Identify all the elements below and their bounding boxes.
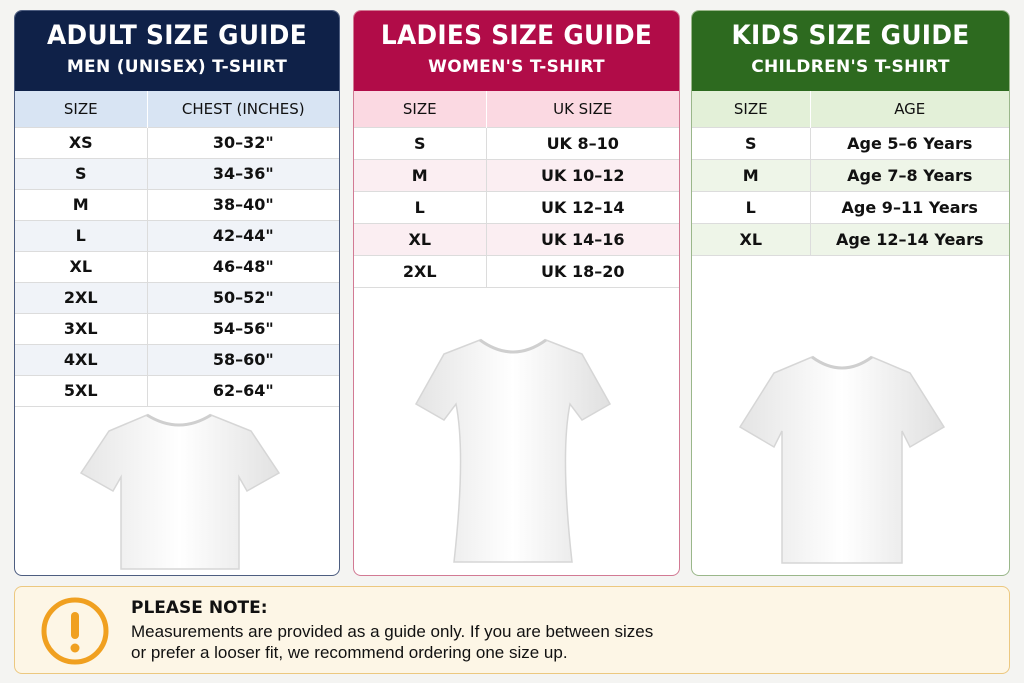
table-row xyxy=(692,127,1009,159)
size-cell: S xyxy=(15,158,147,189)
size-cell: S xyxy=(354,127,486,159)
chest-cell: 38–40" xyxy=(147,189,339,220)
adult-size-card xyxy=(14,10,340,576)
age-cell: Age 9–11 Years xyxy=(810,191,1009,223)
womens-tshirt-image xyxy=(410,334,616,566)
column-header-size: SIZE xyxy=(15,91,147,127)
table-row xyxy=(15,313,339,344)
size-cell: L xyxy=(354,191,486,223)
table-row xyxy=(354,127,679,159)
table-row xyxy=(15,282,339,313)
note-line-2: or prefer a looser fit, we recommend ordering one size up. xyxy=(131,643,568,662)
table-row xyxy=(354,223,679,255)
kids-title: KIDS SIZE GUIDE xyxy=(731,20,970,51)
table-row xyxy=(15,220,339,251)
kids-size-card xyxy=(691,10,1010,576)
table-row xyxy=(692,223,1009,255)
age-cell: Age 5–6 Years xyxy=(810,127,1009,159)
table-row xyxy=(15,375,339,406)
size-cell: 4XL xyxy=(15,344,147,375)
chest-cell: 30–32" xyxy=(147,127,339,158)
adult-size-table xyxy=(15,91,339,407)
column-header-uk-size: UK SIZE xyxy=(486,91,679,127)
table-row xyxy=(354,191,679,223)
ladies-title: LADIES SIZE GUIDE xyxy=(380,20,653,51)
size-cell: M xyxy=(692,159,810,191)
table-row xyxy=(15,158,339,189)
uk-size-cell: UK 14–16 xyxy=(486,223,679,255)
table-row xyxy=(354,159,679,191)
size-cell: XL xyxy=(692,223,810,255)
table-row xyxy=(692,159,1009,191)
table-row xyxy=(15,344,339,375)
age-cell: Age 7–8 Years xyxy=(810,159,1009,191)
table-row xyxy=(15,251,339,282)
please-note-banner xyxy=(14,586,1010,674)
size-cell: M xyxy=(15,189,147,220)
chest-cell: 46–48" xyxy=(147,251,339,282)
table-row xyxy=(354,255,679,287)
uk-size-cell: UK 8–10 xyxy=(486,127,679,159)
age-cell: Age 12–14 Years xyxy=(810,223,1009,255)
adult-subtitle: MEN (UNISEX) T-SHIRT xyxy=(66,57,288,77)
chest-cell: 58–60" xyxy=(147,344,339,375)
kids-tshirt-image xyxy=(736,349,948,567)
column-header-age: AGE xyxy=(810,91,1009,127)
chest-cell: 34–36" xyxy=(147,158,339,189)
uk-size-cell: UK 10–12 xyxy=(486,159,679,191)
size-cell: XS xyxy=(15,127,147,158)
column-header-size: SIZE xyxy=(354,91,486,127)
kids-subtitle: CHILDREN'S T-SHIRT xyxy=(751,57,950,77)
note-heading: PLEASE NOTE: xyxy=(131,598,268,618)
column-header-chest: CHEST (INCHES) xyxy=(147,91,339,127)
size-cell: 2XL xyxy=(15,282,147,313)
size-cell: L xyxy=(692,191,810,223)
table-row xyxy=(692,191,1009,223)
kids-header xyxy=(692,11,1009,91)
table-row xyxy=(15,189,339,220)
ladies-size-card xyxy=(353,10,680,576)
chest-cell: 42–44" xyxy=(147,220,339,251)
uk-size-cell: UK 18–20 xyxy=(486,255,679,287)
ladies-size-table xyxy=(354,91,679,288)
table-header-row xyxy=(354,91,679,127)
size-cell: 3XL xyxy=(15,313,147,344)
size-cell: 5XL xyxy=(15,375,147,406)
size-cell: L xyxy=(15,220,147,251)
size-cell: 2XL xyxy=(354,255,486,287)
table-header-row xyxy=(692,91,1009,127)
unisex-tshirt-image xyxy=(75,411,285,573)
uk-size-cell: UK 12–14 xyxy=(486,191,679,223)
adult-title: ADULT SIZE GUIDE xyxy=(47,20,307,51)
chest-cell: 54–56" xyxy=(147,313,339,344)
ladies-header xyxy=(354,11,679,91)
adult-header xyxy=(15,11,339,91)
note-line-1: Measurements are provided as a guide only. If you are between sizes xyxy=(131,622,654,641)
table-header-row xyxy=(15,91,339,127)
column-header-size: SIZE xyxy=(692,91,810,127)
size-cell: XL xyxy=(15,251,147,282)
ladies-subtitle: WOMEN'S T-SHIRT xyxy=(428,57,605,77)
table-row xyxy=(15,127,339,158)
chest-cell: 62–64" xyxy=(147,375,339,406)
size-cell: M xyxy=(354,159,486,191)
exclamation-circle-icon xyxy=(40,596,110,666)
kids-size-table xyxy=(692,91,1009,256)
note-text xyxy=(131,621,731,663)
size-cell: XL xyxy=(354,223,486,255)
chest-cell: 50–52" xyxy=(147,282,339,313)
size-cell: S xyxy=(692,127,810,159)
